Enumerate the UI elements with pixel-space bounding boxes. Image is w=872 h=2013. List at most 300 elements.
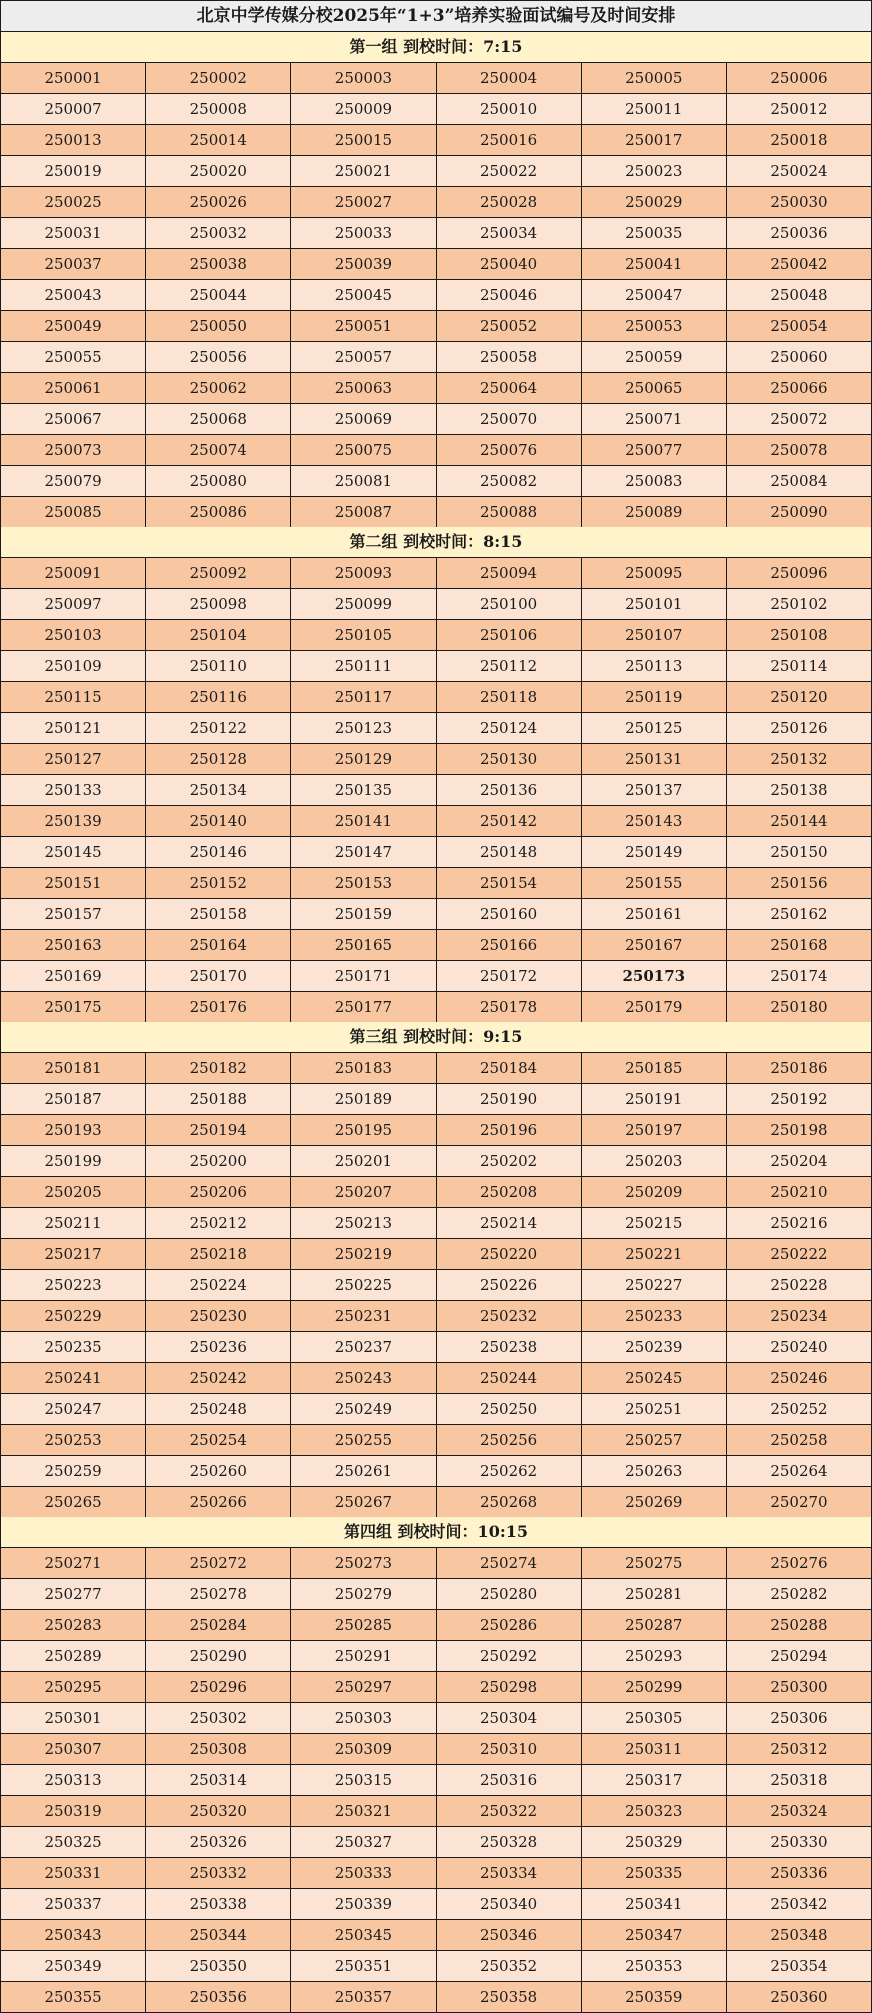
candidate-id-cell: 250047 (582, 280, 727, 310)
candidate-id-cell: 250286 (437, 1610, 582, 1640)
candidate-id-cell: 250168 (770, 936, 828, 954)
candidate-id-cell: 250179 (582, 992, 727, 1022)
candidate-id-cell: 250188 (146, 1084, 291, 1114)
candidate-id-cell: 250158 (146, 899, 291, 929)
candidate-id-cell: 250266 (146, 1487, 291, 1517)
candidate-id-cell: 250071 (582, 404, 727, 434)
candidate-id-cell: 250124 (437, 713, 582, 743)
candidate-id-cell: 250069 (291, 404, 436, 434)
candidate-id-cell: 250130 (437, 744, 582, 774)
candidate-id-cell: 250257 (582, 1425, 727, 1455)
candidate-id-cell: 250333 (291, 1858, 436, 1888)
table-row (1, 1177, 871, 1208)
candidate-id-cell: 250105 (291, 620, 436, 650)
candidate-id-cell: 250180 (770, 998, 828, 1016)
candidate-id-cell: 250046 (437, 280, 582, 310)
candidate-id-cell: 250092 (146, 558, 291, 588)
candidate-id-cell: 250232 (437, 1301, 582, 1331)
table-row (1, 837, 871, 868)
candidate-id-cell: 250322 (437, 1796, 582, 1826)
candidate-id-cell: 250225 (291, 1270, 436, 1300)
candidate-id-cell: 250332 (146, 1858, 291, 1888)
candidate-id-cell: 250352 (437, 1951, 582, 1981)
candidate-id-cell: 250210 (770, 1183, 828, 1201)
candidate-id-cell: 250169 (1, 961, 146, 991)
candidate-id-cell: 250065 (582, 373, 727, 403)
candidate-id-cell: 250116 (146, 682, 291, 712)
candidate-id-cell: 250171 (291, 961, 436, 991)
table-row (1, 1982, 871, 2012)
candidate-id-cell: 250083 (582, 466, 727, 496)
candidate-id-cell: 250280 (437, 1579, 582, 1609)
group-header: 第二组 到校时间：8:15 (1, 527, 871, 558)
candidate-id-cell: 250044 (146, 280, 291, 310)
candidate-id-cell: 250135 (291, 775, 436, 805)
table-row (1, 620, 871, 651)
candidate-id-cell: 250077 (582, 435, 727, 465)
candidate-id-cell: 250174 (770, 967, 828, 985)
candidate-id-cell: 250050 (146, 311, 291, 341)
table-row (1, 899, 871, 930)
candidate-id-cell: 250045 (291, 280, 436, 310)
group-section (1, 1517, 871, 2012)
candidate-id-cell: 250237 (291, 1332, 436, 1362)
candidate-id-cell: 250247 (1, 1394, 146, 1424)
candidate-id-cell: 250062 (146, 373, 291, 403)
candidate-id-cell: 250314 (146, 1765, 291, 1795)
candidate-id-cell: 250239 (582, 1332, 727, 1362)
candidate-id-cell: 250048 (770, 286, 828, 304)
candidate-id-cell: 250238 (437, 1332, 582, 1362)
candidate-id-cell: 250258 (770, 1431, 828, 1449)
candidate-id-cell: 250285 (291, 1610, 436, 1640)
candidate-id-cell: 250021 (291, 156, 436, 186)
candidate-id-cell: 250294 (770, 1647, 828, 1665)
candidate-id-cell: 250025 (1, 187, 146, 217)
table-row (1, 435, 871, 466)
candidate-id-cell: 250328 (437, 1827, 582, 1857)
candidate-id-cell: 250027 (291, 187, 436, 217)
candidate-id-cell: 250214 (437, 1208, 582, 1238)
candidate-id-cell: 250144 (770, 812, 828, 830)
candidate-id-cell: 250306 (770, 1709, 828, 1727)
table-row (1, 1889, 871, 1920)
candidate-id-cell: 250055 (1, 342, 146, 372)
candidate-id-cell: 250191 (582, 1084, 727, 1114)
candidate-id-cell: 250155 (582, 868, 727, 898)
table-row (1, 744, 871, 775)
candidate-id-cell: 250219 (291, 1239, 436, 1269)
candidate-id-cell: 250100 (437, 589, 582, 619)
candidate-id-cell: 250253 (1, 1425, 146, 1455)
candidate-id-cell: 250164 (146, 930, 291, 960)
table-row (1, 651, 871, 682)
candidate-id-cell: 250297 (291, 1672, 436, 1702)
candidate-id-cell: 250099 (291, 589, 436, 619)
candidate-id-cell: 250268 (437, 1487, 582, 1517)
candidate-id-cell: 250185 (582, 1053, 727, 1083)
candidate-id-cell: 250033 (291, 218, 436, 248)
candidate-id-cell: 250118 (437, 682, 582, 712)
candidate-id-cell: 250308 (146, 1734, 291, 1764)
candidate-id-cell: 250008 (146, 94, 291, 124)
candidate-id-cell: 250262 (437, 1456, 582, 1486)
candidate-id-cell: 250098 (146, 589, 291, 619)
candidate-id-cell: 250114 (770, 657, 828, 675)
candidate-id-cell: 250123 (291, 713, 436, 743)
candidate-id-cell: 250254 (146, 1425, 291, 1455)
candidate-id-cell: 250115 (1, 682, 146, 712)
table-row (1, 558, 871, 589)
candidate-id-cell: 250226 (437, 1270, 582, 1300)
candidate-id-cell: 250032 (146, 218, 291, 248)
candidate-id-cell: 250079 (1, 466, 146, 496)
candidate-id-cell: 250298 (437, 1672, 582, 1702)
candidate-id-cell: 250121 (1, 713, 146, 743)
candidate-id-cell: 250175 (1, 992, 146, 1022)
table-row (1, 1951, 871, 1982)
candidate-id-cell: 250011 (582, 94, 727, 124)
candidate-id-cell: 250058 (437, 342, 582, 372)
table-row (1, 1115, 871, 1146)
candidate-id-cell: 250200 (146, 1146, 291, 1176)
table-row (1, 1796, 871, 1827)
candidate-id-cell: 250345 (291, 1920, 436, 1950)
candidate-id-cell: 250287 (582, 1610, 727, 1640)
candidate-id-cell: 250357 (291, 1982, 436, 2012)
candidate-id-cell: 250141 (291, 806, 436, 836)
table-row (1, 342, 871, 373)
table-row (1, 1146, 871, 1177)
candidate-id-cell: 250096 (770, 564, 828, 582)
candidate-id-cell: 250080 (146, 466, 291, 496)
candidate-id-cell: 250201 (291, 1146, 436, 1176)
candidate-id-cell: 250281 (582, 1579, 727, 1609)
group-header: 第三组 到校时间：9:15 (1, 1022, 871, 1053)
candidate-id-cell: 250128 (146, 744, 291, 774)
candidate-id-cell: 250271 (1, 1548, 146, 1578)
candidate-id-cell: 250064 (437, 373, 582, 403)
candidate-id-cell: 250057 (291, 342, 436, 372)
candidate-id-cell: 250110 (146, 651, 291, 681)
candidate-id-cell: 250267 (291, 1487, 436, 1517)
candidate-id-cell: 250313 (1, 1765, 146, 1795)
table-row (1, 589, 871, 620)
candidate-id-cell: 250060 (770, 348, 828, 366)
candidate-id-cell: 250148 (437, 837, 582, 867)
candidate-id-cell: 250028 (437, 187, 582, 217)
candidate-id-cell: 250307 (1, 1734, 146, 1764)
candidate-id-cell: 250085 (1, 497, 146, 527)
table-row (1, 1703, 871, 1734)
candidate-id-cell: 250323 (582, 1796, 727, 1826)
candidate-id-cell: 250153 (291, 868, 436, 898)
candidate-id-cell: 250067 (1, 404, 146, 434)
candidate-id-cell: 250103 (1, 620, 146, 650)
candidate-id-cell: 250240 (770, 1338, 828, 1356)
candidate-id-cell: 250140 (146, 806, 291, 836)
candidate-id-cell: 250216 (770, 1214, 828, 1232)
candidate-id-cell: 250347 (582, 1920, 727, 1950)
candidate-id-cell: 250213 (291, 1208, 436, 1238)
candidate-id-cell: 250147 (291, 837, 436, 867)
group-section (1, 1022, 871, 1517)
candidate-id-cell: 250106 (437, 620, 582, 650)
candidate-id-cell: 250097 (1, 589, 146, 619)
candidate-id-cell: 250198 (770, 1121, 828, 1139)
candidate-id-cell: 250014 (146, 125, 291, 155)
candidate-id-cell: 250088 (437, 497, 582, 527)
candidate-id-cell: 250263 (582, 1456, 727, 1486)
candidate-id-cell: 250170 (146, 961, 291, 991)
candidate-id-cell: 250020 (146, 156, 291, 186)
candidate-id-cell: 250251 (582, 1394, 727, 1424)
candidate-id-cell: 250318 (770, 1771, 828, 1789)
table-row (1, 961, 871, 992)
table-row (1, 1548, 871, 1579)
table-row (1, 466, 871, 497)
candidate-id-cell: 250163 (1, 930, 146, 960)
table-row (1, 930, 871, 961)
candidate-id-cell: 250235 (1, 1332, 146, 1362)
candidate-id-cell: 250004 (437, 63, 582, 93)
table-row (1, 992, 871, 1022)
candidate-id-cell: 250023 (582, 156, 727, 186)
candidate-id-cell: 250236 (146, 1332, 291, 1362)
candidate-id-cell: 250186 (770, 1059, 828, 1077)
candidate-id-cell: 250104 (146, 620, 291, 650)
candidate-id-cell: 250063 (291, 373, 436, 403)
candidate-id-cell: 250076 (437, 435, 582, 465)
candidate-id-cell: 250288 (770, 1616, 828, 1634)
table-row (1, 806, 871, 837)
candidate-id-cell: 250182 (146, 1053, 291, 1083)
candidate-id-cell: 250206 (146, 1177, 291, 1207)
candidate-id-cell: 250015 (291, 125, 436, 155)
candidate-id-cell: 250260 (146, 1456, 291, 1486)
candidate-id-cell: 250075 (291, 435, 436, 465)
candidate-id-cell: 250341 (582, 1889, 727, 1919)
table-row (1, 497, 871, 527)
candidate-id-cell: 250152 (146, 868, 291, 898)
table-row (1, 1208, 871, 1239)
group-header: 第四组 到校时间：10:15 (1, 1517, 871, 1548)
candidate-id-cell: 250006 (770, 69, 828, 87)
candidate-id-cell: 250276 (770, 1554, 828, 1572)
candidate-id-cell: 250056 (146, 342, 291, 372)
candidate-id-cell: 250334 (437, 1858, 582, 1888)
table-row (1, 1827, 871, 1858)
candidate-id-cell: 250040 (437, 249, 582, 279)
candidate-id-cell: 250311 (582, 1734, 727, 1764)
candidate-id-cell: 250270 (770, 1493, 828, 1511)
candidate-id-cell: 250245 (582, 1363, 727, 1393)
candidate-id-cell: 250295 (1, 1672, 146, 1702)
candidate-id-cell: 250159 (291, 899, 436, 929)
candidate-id-cell: 250133 (1, 775, 146, 805)
table-row (1, 373, 871, 404)
table-row (1, 1270, 871, 1301)
candidate-id-cell: 250109 (1, 651, 146, 681)
candidate-id-cell: 250265 (1, 1487, 146, 1517)
candidate-id-cell: 250220 (437, 1239, 582, 1269)
candidate-id-cell: 250117 (291, 682, 436, 712)
candidate-id-cell: 250150 (770, 843, 828, 861)
candidate-id-cell: 250242 (146, 1363, 291, 1393)
candidate-id-cell: 250081 (291, 466, 436, 496)
candidate-id-cell: 250183 (291, 1053, 436, 1083)
candidate-id-cell: 250176 (146, 992, 291, 1022)
candidate-id-cell: 250129 (291, 744, 436, 774)
candidate-id-cell: 250001 (1, 63, 146, 93)
candidate-id-cell: 250068 (146, 404, 291, 434)
candidate-id-cell: 250013 (1, 125, 146, 155)
candidate-id-cell: 250353 (582, 1951, 727, 1981)
candidate-id-cell: 250343 (1, 1920, 146, 1950)
candidate-id-cell: 250108 (770, 626, 828, 644)
candidate-id-cell: 250084 (770, 472, 828, 490)
table-row (1, 1610, 871, 1641)
candidate-id-cell: 250207 (291, 1177, 436, 1207)
candidate-id-cell: 250181 (1, 1053, 146, 1083)
candidate-id-cell: 250042 (770, 255, 828, 273)
candidate-id-cell: 250035 (582, 218, 727, 248)
candidate-id-cell: 250252 (770, 1400, 828, 1418)
candidate-id-cell: 250102 (770, 595, 828, 613)
candidate-id-cell: 250154 (437, 868, 582, 898)
candidate-id-cell: 250052 (437, 311, 582, 341)
candidate-id-cell: 250202 (437, 1146, 582, 1176)
candidate-id-cell: 250348 (770, 1926, 828, 1944)
candidate-id-cell: 250157 (1, 899, 146, 929)
candidate-id-cell: 250336 (770, 1864, 828, 1882)
candidate-id-cell: 250091 (1, 558, 146, 588)
candidate-id-cell: 250204 (770, 1152, 828, 1170)
candidate-id-cell: 250325 (1, 1827, 146, 1857)
candidate-id-cell: 250359 (582, 1982, 727, 2012)
candidate-id-cell: 250205 (1, 1177, 146, 1207)
candidate-id-cell: 250211 (1, 1208, 146, 1238)
candidate-id-cell: 250029 (582, 187, 727, 217)
table-row (1, 187, 871, 218)
candidate-id-cell: 250243 (291, 1363, 436, 1393)
candidate-id-cell: 250089 (582, 497, 727, 527)
candidate-id-cell: 250356 (146, 1982, 291, 2012)
candidate-id-cell: 250002 (146, 63, 291, 93)
candidate-id-cell: 250217 (1, 1239, 146, 1269)
candidate-id-cell: 250221 (582, 1239, 727, 1269)
candidate-id-cell: 250018 (770, 131, 828, 149)
table-row (1, 1734, 871, 1765)
candidate-id-cell: 250292 (437, 1641, 582, 1671)
candidate-id-cell: 250250 (437, 1394, 582, 1424)
candidate-id-cell: 250007 (1, 94, 146, 124)
candidate-id-cell: 250132 (770, 750, 828, 768)
table-row (1, 218, 871, 249)
candidate-id-cell: 250302 (146, 1703, 291, 1733)
candidate-id-cell: 250340 (437, 1889, 582, 1919)
table-row (1, 1425, 871, 1456)
candidate-id-cell: 250241 (1, 1363, 146, 1393)
candidate-id-cell: 250111 (291, 651, 436, 681)
candidate-id-cell: 250315 (291, 1765, 436, 1795)
table-row (1, 1456, 871, 1487)
candidate-id-cell: 250194 (146, 1115, 291, 1145)
candidate-id-cell: 250036 (770, 224, 828, 242)
table-row (1, 63, 871, 94)
table-title: 北京中学传媒分校2025年“1+3”培养实验面试编号及时间安排 (1, 1, 871, 32)
candidate-id-cell: 250031 (1, 218, 146, 248)
candidate-id-cell: 250172 (437, 961, 582, 991)
candidate-id-cell: 250203 (582, 1146, 727, 1176)
table-row (1, 713, 871, 744)
candidate-id-cell: 250082 (437, 466, 582, 496)
candidate-id-cell: 250017 (582, 125, 727, 155)
candidate-id-cell: 250107 (582, 620, 727, 650)
candidate-id-cell: 250041 (582, 249, 727, 279)
candidate-id-cell: 250335 (582, 1858, 727, 1888)
candidate-id-cell: 250113 (582, 651, 727, 681)
candidate-id-cell: 250233 (582, 1301, 727, 1331)
candidate-id-cell: 250296 (146, 1672, 291, 1702)
candidate-id-cell: 250350 (146, 1951, 291, 1981)
candidate-id-cell: 250037 (1, 249, 146, 279)
candidate-id-cell: 250303 (291, 1703, 436, 1733)
candidate-id-cell: 250228 (770, 1276, 828, 1294)
candidate-id-cell: 250009 (291, 94, 436, 124)
table-row (1, 1641, 871, 1672)
candidate-id-cell: 250012 (770, 100, 828, 118)
candidate-id-cell: 250319 (1, 1796, 146, 1826)
table-row (1, 156, 871, 187)
candidate-id-cell: 250301 (1, 1703, 146, 1733)
table-row (1, 249, 871, 280)
candidate-id-cell: 250327 (291, 1827, 436, 1857)
group-section (1, 527, 871, 1022)
candidate-id-cell: 250273 (291, 1548, 436, 1578)
table-row (1, 1765, 871, 1796)
candidate-id-cell: 250346 (437, 1920, 582, 1950)
candidate-id-cell: 250074 (146, 435, 291, 465)
candidate-id-cell: 250197 (582, 1115, 727, 1145)
candidate-id-cell: 250305 (582, 1703, 727, 1733)
candidate-id-cell: 250338 (146, 1889, 291, 1919)
candidate-id-cell: 250094 (437, 558, 582, 588)
candidate-id-cell: 250299 (582, 1672, 727, 1702)
candidate-id-cell: 250283 (1, 1610, 146, 1640)
candidate-id-cell: 250293 (582, 1641, 727, 1671)
candidate-id-cell: 250360 (770, 1988, 828, 2006)
candidate-id-cell: 250022 (437, 156, 582, 186)
candidate-id-cell: 250193 (1, 1115, 146, 1145)
candidate-id-cell: 250218 (146, 1239, 291, 1269)
candidate-id-cell: 250290 (146, 1641, 291, 1671)
candidate-id-cell: 250339 (291, 1889, 436, 1919)
candidate-id-cell: 250016 (437, 125, 582, 155)
candidate-id-cell: 250119 (582, 682, 727, 712)
candidate-id-cell: 250229 (1, 1301, 146, 1331)
candidate-id-cell: 250209 (582, 1177, 727, 1207)
candidate-id-cell: 250136 (437, 775, 582, 805)
candidate-id-cell: 250269 (582, 1487, 727, 1517)
candidate-id-cell: 250120 (770, 688, 828, 706)
candidate-id-cell: 250161 (582, 899, 727, 929)
table-row (1, 1301, 871, 1332)
candidate-id-cell: 250282 (770, 1585, 828, 1603)
candidate-id-cell: 250277 (1, 1579, 146, 1609)
candidate-id-cell: 250142 (437, 806, 582, 836)
candidate-id-cell: 250072 (770, 410, 828, 428)
